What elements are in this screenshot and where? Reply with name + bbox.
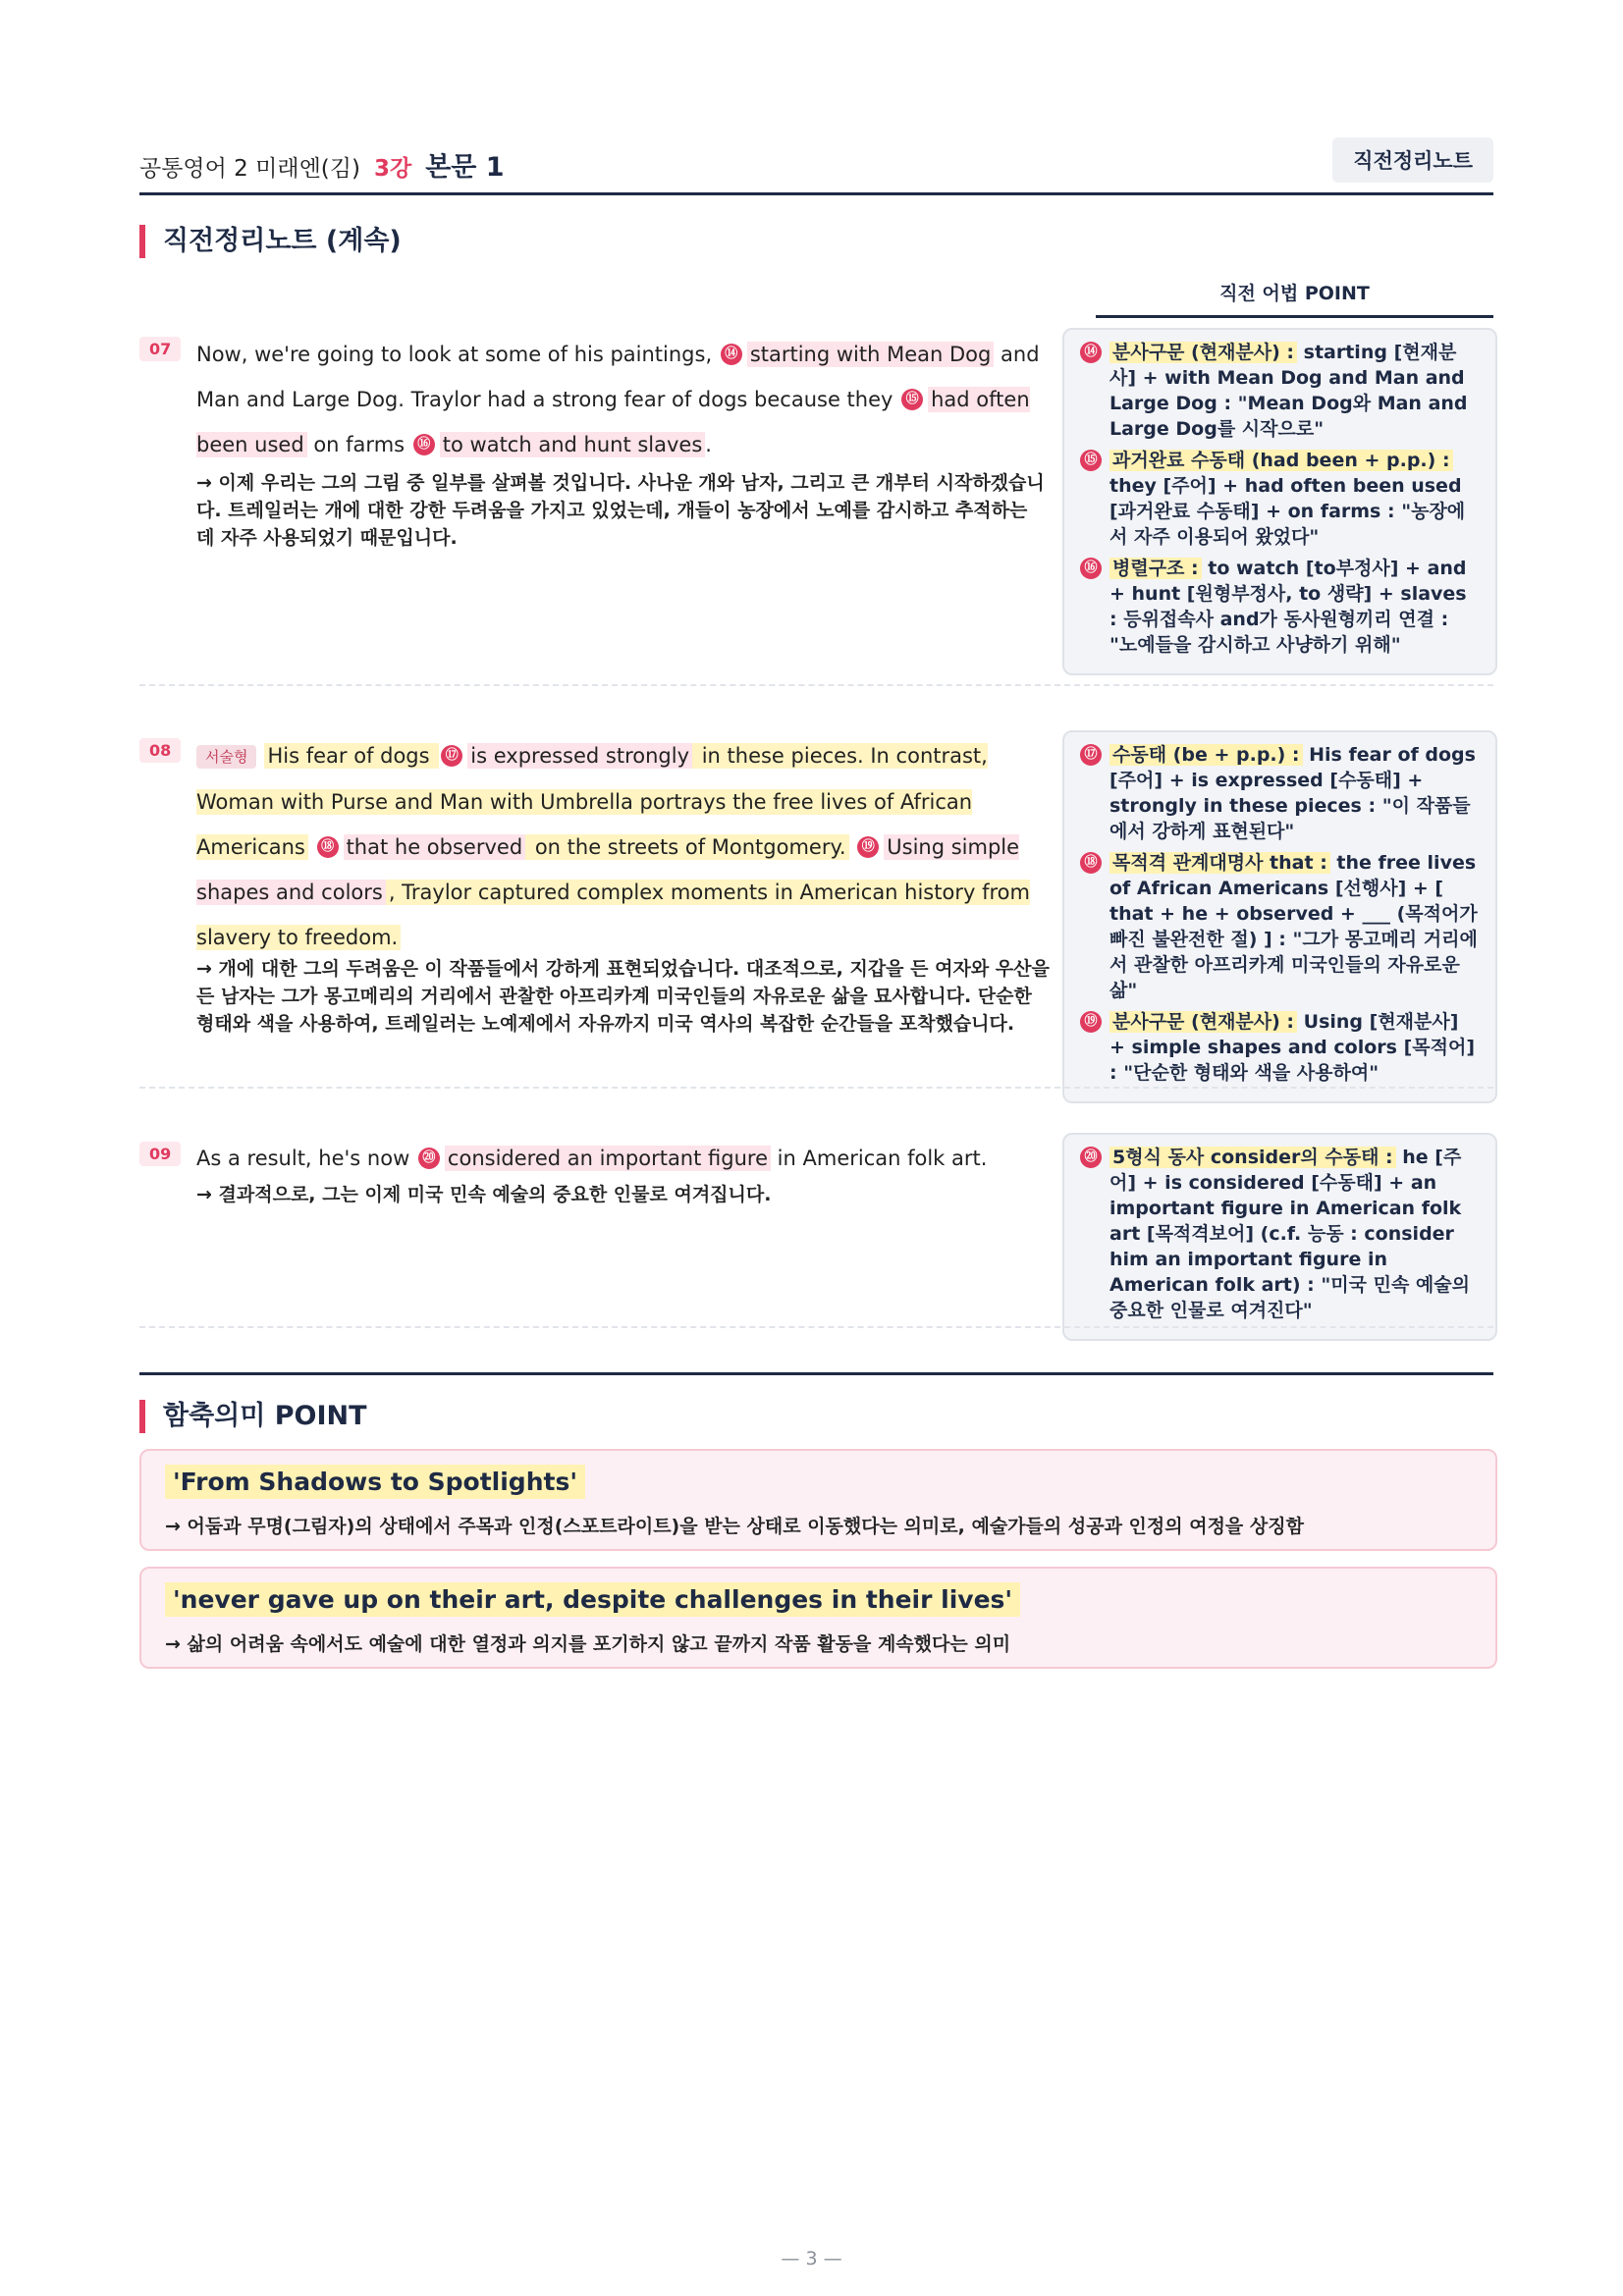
header-rule [139, 192, 1493, 195]
grammar-body: starting [현재분사] + with Mean Dog and Man and Large Dog : "Mean Dog와 Man and Large Dog를 시작으로" [1109, 342, 1468, 440]
grammar-item [1080, 742, 1480, 844]
grammar-item [1080, 1009, 1480, 1086]
divider [139, 1087, 1493, 1089]
grammar-body: he [주어] + is considered [수동태] + an important figure in American folk art [목적격보어] (c.f. 능동 : consider him an important figure in American folk art) : "미국 민속 예술의 중요한 인물로 여겨진다" [1109, 1147, 1470, 1321]
english-sentence [196, 1136, 1051, 1181]
sentence-text [308, 835, 315, 859]
section-rule [139, 1372, 1493, 1375]
grammar-title: 수동태 (be + p.p.) : [1109, 744, 1303, 766]
grammar-body: to watch [to부정사] + and + hunt [원형부정사, to 생략] + slaves : 등위접속사 and가 동사원형끼리 연결 : "노예들을 감시하고 사냥하기 위해" [1109, 558, 1467, 656]
implication-box [139, 1449, 1497, 1551]
grammar-marker: ⑱ [1080, 852, 1102, 874]
grammar-body: the free lives of African Americans [선행사] + [ that + he + observed + ___ (목적어가 빠진 불완전한 절) ] : "그가 몽고메리 거리에서 관찰한 아프리카계 미국인들의 자유로운 삶" [1109, 852, 1478, 1001]
grammar-title: 목적격 관계대명사 that : [1109, 852, 1330, 874]
sentence-text: and Man and Large Dog. Traylor had a strong fear of dogs because they [196, 343, 1040, 411]
grammar-item [1080, 448, 1480, 550]
divider [139, 1326, 1493, 1328]
grammar-marker: ⑳ [418, 1148, 440, 1169]
grammar-marker: ⑭ [721, 344, 742, 365]
implication-phrase: 'From Shadows to Spotlights' [165, 1465, 585, 1499]
grammar-box [1062, 1133, 1497, 1341]
page-number: — 3 — [781, 2248, 842, 2269]
sentence-text: Now, we're going to look at some of his paintings, [196, 343, 719, 366]
grammar-marker: ⑱ [317, 836, 339, 858]
highlighted-text: starting with Mean Dog [747, 342, 995, 367]
question-type-tag: 서술형 [196, 745, 256, 769]
highlighted-text: had often been used [196, 388, 1030, 456]
grammar-marker: ⑮ [901, 389, 923, 410]
highlighted-text: Using simple shapes and colors [196, 835, 1020, 904]
grammar-marker: ⑯ [1080, 558, 1102, 579]
grammar-item [1080, 556, 1480, 658]
sentence-text: . [705, 433, 712, 456]
header-left [139, 145, 505, 184]
highlighted-text: to watch and hunt slaves [440, 432, 706, 457]
grammar-marker: ⑯ [413, 434, 435, 455]
english-sentence [196, 332, 1051, 467]
highlighted-text: considered an important figure [445, 1146, 771, 1171]
sentence-text: As a result, he's now [196, 1147, 416, 1170]
highlighted-text: in these pieces. In contrast, Woman with Purse and Man with Umbrella portrays the free lives of African Americans [196, 744, 988, 859]
highlighted-text: that he observed [344, 834, 526, 860]
grammar-item [1080, 850, 1480, 1003]
sentence-text: on farms [306, 433, 411, 456]
grammar-box [1062, 328, 1497, 675]
section-name: 본문 1 [425, 152, 505, 183]
sentence-number: 08 [139, 738, 181, 763]
highlighted-text: , Traylor captured complex moments in American history from slavery to freedom. [196, 881, 1030, 949]
divider [139, 684, 1493, 686]
highlighted-text: is expressed strongly [467, 743, 692, 769]
sentence-text: in American folk art. [771, 1147, 988, 1170]
sentence-number: 09 [139, 1142, 181, 1166]
sentence-text [849, 835, 856, 859]
grammar-title: 분사구문 (현재분사) : [1109, 1011, 1297, 1033]
grammar-body: Using [현재분사] + simple shapes and colors [목적어] : "단순한 형태와 색을 사용하여" [1109, 1011, 1476, 1084]
grammar-marker: ⑰ [1080, 744, 1102, 766]
korean-translation: → 개에 대한 그의 두려움은 이 작품들에서 강하게 표현되었습니다. 대조적으로, 지갑을 든 여자와 우산을 든 남자는 그가 몽고메리의 거리에서 관찰한 아프리카계 미국인들의 자유로운 삶을 묘사합니다. 단순한 형태와 색을 사용하여, 트레일러는 노예제에서 자유까지 미국 역사의 복잡한 순간들을 포착했습니다. [196, 958, 1050, 1035]
implication-phrase: 'never gave up on their art, despite challenges in their lives' [165, 1582, 1020, 1617]
grammar-marker: ⑲ [1080, 1011, 1102, 1033]
grammar-marker: ⑲ [857, 836, 879, 858]
lecture-number: 3강 [373, 156, 412, 182]
grammar-item [1080, 340, 1480, 442]
highlighted-text: on the streets of Montgomery. [525, 834, 848, 860]
grammar-body: His fear of dogs [주어] + is expressed [수동태] + strongly in these pieces : "이 작품들에서 강하게 표현된다" [1109, 744, 1476, 842]
header-tag: 직전정리노트 [1332, 137, 1493, 183]
grammar-title: 병렬구조 : [1109, 558, 1202, 579]
implication-box [139, 1567, 1497, 1669]
grammar-title: 5형식 동사 consider의 수동태 : [1109, 1147, 1396, 1168]
grammar-box [1062, 730, 1497, 1103]
grammar-title: 과거완료 수동태 (had been + p.p.) : [1109, 450, 1453, 471]
english-sentence [196, 733, 1051, 960]
grammar-item [1080, 1145, 1480, 1323]
grammar-body: they [주어] + had often been used [과거완료 수동태] + on farms : "농장에서 자주 이용되어 왔었다" [1109, 475, 1466, 548]
highlighted-text: His fear of dogs [264, 743, 439, 769]
korean-translation: → 이제 우리는 그의 그림 중 일부를 살펴볼 것입니다. 사나운 개와 남자, 그리고 큰 개부터 시작하겠습니다. 트레일러는 개에 대한 강한 두려움을 가지고 있었는데, 개들이 농장에서 노예를 감시하고 추적하는 데 자주 사용되었기 때문입니다. [196, 472, 1045, 549]
korean-translation: → 결과적으로, 그는 이제 미국 민속 예술의 중요한 인물로 여겨집니다. [196, 1184, 772, 1205]
course-name: 공통영어 2 미래엔(김) [139, 156, 360, 182]
grammar-marker: ⑰ [441, 745, 462, 767]
grammar-marker: ⑮ [1080, 450, 1102, 471]
implication-meaning: → 삶의 어려움 속에서도 예술에 대한 열정과 의지를 포기하지 않고 끝까지 작품 활동을 계속했다는 의미 [165, 1633, 1011, 1655]
grammar-marker: ⑭ [1080, 342, 1102, 363]
grammar-title: 분사구문 (현재분사) : [1109, 342, 1297, 363]
grammar-marker: ⑳ [1080, 1147, 1102, 1168]
section-title: 직전정리노트 (계속) [139, 225, 402, 258]
sentence-number: 07 [139, 337, 181, 361]
implication-title: 함축의미 POINT [139, 1400, 367, 1433]
implication-meaning: → 어둠과 무명(그림자)의 상태에서 주목과 인정(스포트라이트)을 받는 상태로 이동했다는 의미로, 예술가들의 성공과 인정의 여정을 상징함 [165, 1516, 1304, 1537]
grammar-point-header: 직전 어법 POINT [1096, 279, 1493, 318]
page-header [139, 137, 1493, 192]
